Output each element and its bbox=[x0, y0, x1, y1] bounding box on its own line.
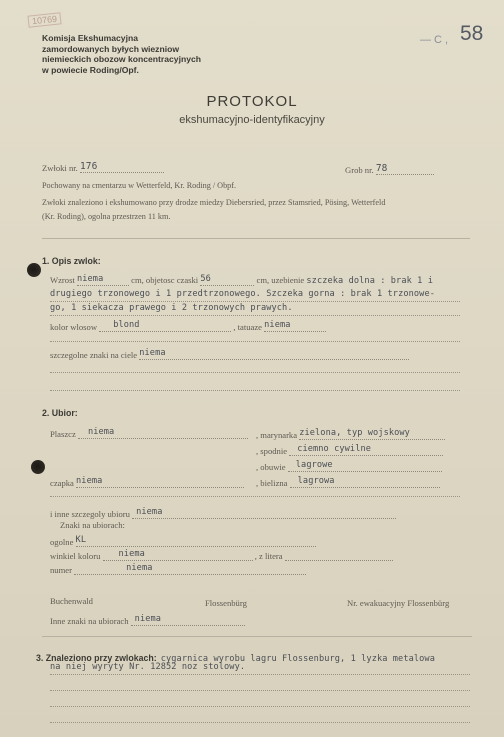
evacuation-number-label: Nr. ewakuacyjny Flossenbürg bbox=[347, 598, 450, 608]
triangle-row bbox=[50, 549, 393, 561]
dotted-line bbox=[50, 496, 460, 497]
archive-stamp: 10769 bbox=[27, 12, 61, 27]
commission-line: Komisja Ekshumacyjna bbox=[42, 33, 139, 43]
letter-value bbox=[285, 549, 393, 561]
corpse-number-row bbox=[42, 161, 164, 173]
coat-row bbox=[50, 427, 248, 439]
clothing-marks-heading: Znaki na ubiorach: bbox=[60, 520, 125, 530]
cap-label: czapka bbox=[50, 478, 74, 488]
other-clothing-value: niema bbox=[132, 507, 396, 519]
cap-row bbox=[50, 476, 244, 488]
skull-value: 56 bbox=[200, 274, 254, 286]
number-value: niema bbox=[74, 563, 306, 575]
body-marks-label: szczegolne znaki na ciele bbox=[50, 350, 138, 360]
divider bbox=[42, 238, 470, 239]
burial-line-3: (Kr. Roding), ogolna przestrzen 11 km. bbox=[42, 212, 171, 221]
dotted-line bbox=[50, 706, 470, 707]
trousers-row bbox=[256, 444, 443, 456]
section-3-heading: 3. Znaleziono przy zwlokach: bbox=[36, 653, 157, 663]
hair-tattoo-row bbox=[50, 320, 326, 332]
other-marks-label: Inne znaki na ubiorach bbox=[50, 616, 129, 626]
dotted-line bbox=[50, 372, 460, 373]
other-marks-row bbox=[50, 614, 245, 626]
height-label: Wzrost bbox=[50, 275, 75, 285]
punch-hole bbox=[27, 263, 41, 277]
section-1-heading: 1. Opis zwlok: bbox=[42, 256, 101, 266]
section-2-heading: 2. Ubior: bbox=[42, 408, 78, 418]
other-marks-value: niema bbox=[131, 614, 245, 626]
teeth-value-2: drugiego trzonowego i 1 przedtrzonowego. Szczeka gorna : brak 1 trzonowe- bbox=[50, 289, 435, 299]
camp-flossenburg: Flossenbürg bbox=[205, 598, 247, 608]
shoes-row bbox=[256, 460, 442, 472]
jacket-value: zielona, typ wojskowy bbox=[299, 428, 445, 440]
general-marks-row bbox=[50, 535, 316, 547]
cap-value: niema bbox=[76, 476, 244, 488]
corpse-number-label: Zwłoki nr. bbox=[42, 163, 78, 173]
corpse-number-value: 176 bbox=[80, 161, 164, 173]
hair-value: blond bbox=[99, 320, 231, 332]
cm-label: cm, objetosc czaski bbox=[131, 275, 199, 285]
jacket-label: , marynarka bbox=[256, 430, 298, 440]
teeth-label: cm, uzebienie bbox=[256, 275, 305, 285]
underwear-row bbox=[256, 476, 440, 488]
teeth-value-3: go, 1 siekacza prawego i 2 trzonowych prawych. bbox=[50, 303, 293, 313]
grave-number-value: 78 bbox=[376, 163, 434, 175]
commission-header bbox=[42, 33, 201, 75]
shoes-label: , obuwie bbox=[256, 462, 286, 472]
page-title: PROTOKOL bbox=[206, 93, 298, 110]
other-clothing-label: i inne szczegoly ubioru bbox=[50, 509, 130, 519]
underwear-value: lagrowa bbox=[290, 476, 440, 488]
trousers-value: ciemno cywilne bbox=[289, 444, 443, 456]
dotted-line bbox=[50, 722, 470, 723]
coat-label: Plaszcz bbox=[50, 429, 76, 439]
found-items-2: na niej wyryty Nr. 12852 noz stolowy. bbox=[50, 662, 246, 672]
shoes-value: lagrowe bbox=[288, 460, 442, 472]
page-number: 58 bbox=[460, 22, 484, 45]
dotted-line bbox=[50, 690, 470, 691]
commission-line: w powiecie Roding/Opf. bbox=[42, 64, 139, 75]
other-clothing-row bbox=[50, 507, 396, 519]
triangle-value: niema bbox=[103, 549, 253, 561]
commission-line: niemieckich obozow koncentracyjnych bbox=[42, 54, 202, 65]
dotted-line bbox=[50, 674, 470, 675]
height-skull-row bbox=[50, 274, 433, 286]
hair-label: kolor wlosow bbox=[50, 322, 98, 332]
general-marks-label: ogolne bbox=[50, 537, 74, 547]
underwear-label: , bielizna bbox=[256, 478, 288, 488]
burial-line-1: Pochowany na cmentarzu w Wetterfeld, Kr. Roding / Obpf. bbox=[42, 181, 237, 190]
number-label: numer bbox=[50, 565, 72, 575]
dotted-line bbox=[50, 390, 460, 391]
page-subtitle: ekshumacyjno-identyfikacyjny bbox=[179, 114, 325, 126]
jacket-row bbox=[256, 428, 445, 440]
grave-number-row bbox=[345, 163, 434, 175]
body-marks-row bbox=[50, 348, 409, 360]
letter-label: , z litera bbox=[254, 551, 283, 561]
dotted-line bbox=[50, 315, 460, 316]
triangle-label: winkiel koloru bbox=[50, 551, 101, 561]
trousers-label: , spodnie bbox=[256, 446, 288, 456]
dotted-line bbox=[50, 301, 460, 302]
height-value: niema bbox=[77, 274, 129, 286]
number-row bbox=[50, 563, 306, 575]
punch-hole bbox=[31, 460, 45, 474]
dotted-line bbox=[50, 341, 460, 342]
tattoo-label: , tatuaze bbox=[233, 322, 262, 332]
body-marks-value: niema bbox=[139, 348, 409, 360]
commission-line: zamordowanych byłych wiezniow bbox=[42, 43, 180, 54]
found-items-1: cygarnica wyrobu lagru Flossenburg, 1 lyzka metalowa bbox=[160, 654, 435, 664]
camp-buchenwald: Buchenwald bbox=[50, 596, 93, 606]
pencil-mark: — C , bbox=[420, 34, 449, 46]
teeth-value-1: szczeka dolna : brak 1 i bbox=[306, 276, 433, 286]
burial-line-2: Zwłoki znaleziono i ekshumowano przy drodze miedzy Diebersried, przez Stamsried, Pösing, Wetterfeld bbox=[42, 198, 386, 207]
grave-number-label: Grob nr. bbox=[345, 165, 374, 175]
coat-value: niema bbox=[78, 427, 248, 439]
general-marks-value: KL bbox=[76, 535, 316, 547]
divider bbox=[42, 636, 472, 637]
tattoo-value: niema bbox=[264, 320, 326, 332]
